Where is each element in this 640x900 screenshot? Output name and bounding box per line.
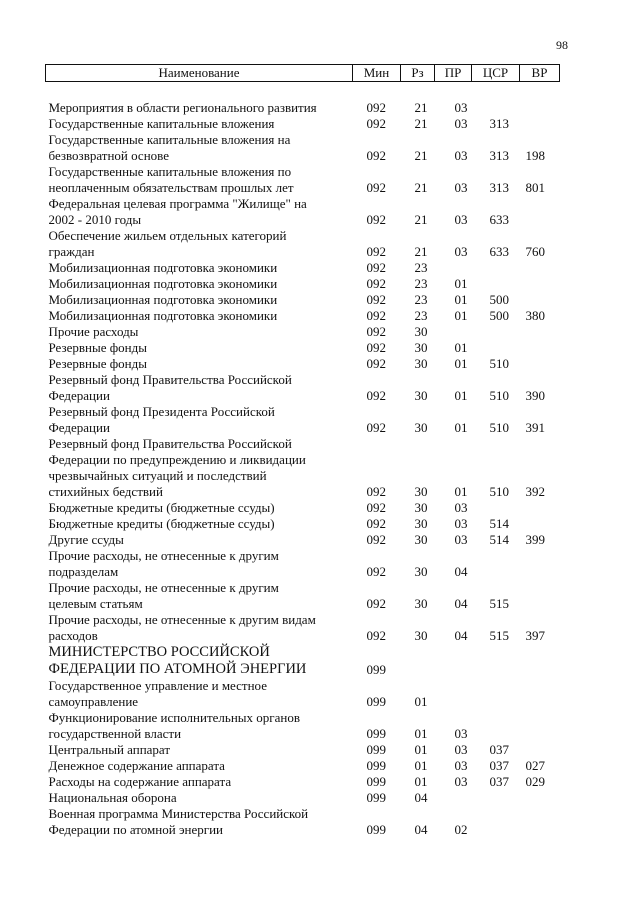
- row-vr: 801: [525, 180, 545, 195]
- row-name: Государственные капитальные вложения: [48, 116, 275, 131]
- row-rz: 30: [414, 484, 428, 499]
- row-name: Мобилизационная подготовка экономики: [48, 292, 278, 307]
- row-min: 092: [366, 100, 386, 115]
- table-row: [46, 404, 560, 436]
- table-row: [46, 678, 560, 710]
- row-pr: [435, 790, 472, 806]
- table-header-row: [46, 65, 560, 82]
- row-csr: 500: [489, 292, 509, 307]
- row-name: Мобилизационная подготовка экономики: [48, 276, 278, 291]
- table-row: [46, 324, 560, 340]
- header-vr: ВР: [520, 65, 560, 82]
- row-vr: [520, 516, 560, 532]
- row-csr: 510: [489, 484, 509, 499]
- row-vr: 397: [525, 628, 545, 643]
- row-csr: [472, 548, 520, 580]
- row-rz: 01: [414, 758, 428, 773]
- row-name: Национальная оборона: [48, 790, 177, 805]
- row-pr: 03: [454, 180, 468, 195]
- row-name: Денежное содержание аппарата: [48, 758, 225, 773]
- row-pr: 01: [454, 308, 468, 323]
- row-csr: 037: [489, 742, 509, 757]
- row-csr: 313: [489, 180, 509, 195]
- row-vr: [520, 806, 560, 838]
- table-row: [46, 580, 560, 612]
- row-rz: 30: [414, 516, 428, 531]
- row-min: 099: [366, 694, 386, 709]
- table-row: [46, 612, 560, 644]
- row-pr: 03: [454, 244, 468, 259]
- header-rz: Рз: [401, 65, 435, 82]
- row-vr: [520, 116, 560, 132]
- row-pr: 04: [454, 596, 468, 611]
- row-vr: [520, 710, 560, 742]
- row-vr: [520, 260, 560, 276]
- row-pr: 03: [454, 774, 468, 789]
- row-name: Государственные капитальные вложения на безвозвратной основе: [48, 132, 291, 163]
- row-min: 092: [366, 564, 386, 579]
- row-csr: 514: [489, 532, 509, 547]
- row-csr: [472, 790, 520, 806]
- row-vr: 198: [525, 148, 545, 163]
- row-name: Мобилизационная подготовка экономики: [48, 260, 278, 275]
- row-rz: 23: [414, 276, 428, 291]
- row-vr: [520, 276, 560, 292]
- row-rz: 01: [414, 774, 428, 789]
- table-row: [46, 292, 560, 308]
- table-row: [46, 340, 560, 356]
- row-min: 099: [366, 774, 386, 789]
- row-name: Государственные капитальные вложения по неоплаченным обязательствам прошлых лет: [48, 164, 294, 195]
- table-row: [46, 132, 560, 164]
- table-row: [46, 516, 560, 532]
- row-name: Прочие расходы, не отнесенные к другим видам расходов: [48, 612, 316, 643]
- row-pr: [435, 260, 472, 276]
- row-csr: [472, 644, 520, 678]
- row-pr: 03: [454, 742, 468, 757]
- row-csr: 037: [489, 758, 509, 773]
- row-min: 099: [366, 822, 386, 837]
- row-csr: 510: [489, 388, 509, 403]
- row-name: Федеральная целевая программа "Жилище" на 2002 - 2010 годы: [48, 196, 307, 227]
- row-rz: 30: [414, 628, 428, 643]
- table-row: [46, 164, 560, 196]
- row-name: Военная программа Министерства Российской Федерации по атомной энергии: [48, 806, 309, 837]
- row-min: 092: [366, 276, 386, 291]
- row-pr: [435, 324, 472, 340]
- row-name: Обеспечение жильем отдельных категорий граждан: [48, 228, 287, 259]
- table-row: [46, 116, 560, 132]
- row-vr: [520, 292, 560, 308]
- row-pr: 02: [454, 822, 468, 837]
- row-vr: [520, 580, 560, 612]
- row-name: МИНИСТЕРСТВО РОССИЙСКОЙ ФЕДЕРАЦИИ ПО АТОМНОЙ ЭНЕРГИИ: [48, 644, 307, 677]
- row-pr: 03: [454, 532, 468, 547]
- table-row: [46, 228, 560, 260]
- row-csr: 510: [489, 420, 509, 435]
- table-row: [46, 356, 560, 372]
- table-row: [46, 532, 560, 548]
- row-csr: 313: [489, 116, 509, 131]
- row-vr: 029: [525, 774, 545, 789]
- table-row: [46, 806, 560, 838]
- row-pr: 01: [454, 340, 468, 355]
- row-rz: 04: [414, 822, 428, 837]
- row-vr: [520, 100, 560, 116]
- row-min: 099: [366, 662, 386, 677]
- row-min: 092: [366, 340, 386, 355]
- row-rz: 23: [414, 260, 428, 275]
- row-vr: 027: [525, 758, 545, 773]
- row-name: Центральный аппарат: [48, 742, 171, 757]
- row-csr: 510: [489, 356, 509, 371]
- row-vr: 392: [525, 484, 545, 499]
- row-csr: 313: [489, 148, 509, 163]
- row-csr: [472, 260, 520, 276]
- row-name: Прочие расходы, не отнесенные к другим целевым статьям: [48, 580, 279, 611]
- page-number: 98: [556, 38, 568, 52]
- row-name: Бюджетные кредиты (бюджетные ссуды): [48, 500, 275, 515]
- row-pr: 03: [454, 116, 468, 131]
- row-min: 092: [366, 516, 386, 531]
- row-csr: [472, 276, 520, 292]
- row-vr: [520, 196, 560, 228]
- row-name: Резервный фонд Президента Российской Федерации: [48, 404, 275, 435]
- row-rz: 30: [414, 324, 428, 339]
- row-csr: 633: [489, 244, 509, 259]
- row-pr: 03: [454, 516, 468, 531]
- row-vr: 760: [525, 244, 545, 259]
- row-min: 092: [366, 420, 386, 435]
- row-name: Прочие расходы: [48, 324, 139, 339]
- row-pr: 01: [454, 388, 468, 403]
- row-vr: [520, 644, 560, 678]
- row-min: 092: [366, 148, 386, 163]
- row-pr: 04: [454, 564, 468, 579]
- row-min: 092: [366, 244, 386, 259]
- row-pr: 03: [454, 726, 468, 741]
- row-vr: 390: [525, 388, 545, 403]
- table-row: [46, 260, 560, 276]
- row-min: 099: [366, 726, 386, 741]
- row-pr: 04: [454, 628, 468, 643]
- row-min: 092: [366, 212, 386, 227]
- row-csr: [472, 678, 520, 710]
- row-pr: 01: [454, 356, 468, 371]
- row-vr: [520, 790, 560, 806]
- table-row: [46, 276, 560, 292]
- row-vr: [520, 500, 560, 516]
- row-name: Резервный фонд Правительства Российской Федерации по предупреждению и ликвидации чрезвычайных ситуаций и последствий стихийных бедствий: [48, 436, 306, 499]
- header-name: Наименование: [46, 65, 353, 82]
- row-vr: [520, 548, 560, 580]
- row-rz: 04: [414, 790, 428, 805]
- row-csr: [472, 710, 520, 742]
- row-name: Расходы на содержание аппарата: [48, 774, 232, 789]
- row-min: 092: [366, 628, 386, 643]
- table-row: [46, 774, 560, 790]
- row-rz: 21: [414, 180, 428, 195]
- row-name: Государственное управление и местное самоуправление: [48, 678, 267, 709]
- header-min: Мин: [353, 65, 401, 82]
- row-vr: 380: [525, 308, 545, 323]
- row-name: Функционирование исполнительных органов государственной власти: [48, 710, 300, 741]
- row-rz: 21: [414, 212, 428, 227]
- row-csr: 500: [489, 308, 509, 323]
- row-pr: 03: [454, 212, 468, 227]
- row-rz: 30: [414, 420, 428, 435]
- row-csr: [472, 806, 520, 838]
- row-min: 099: [366, 742, 386, 757]
- row-vr: 399: [525, 532, 545, 547]
- table-row: [46, 372, 560, 404]
- row-rz: 21: [414, 100, 428, 115]
- row-csr: 633: [489, 212, 509, 227]
- row-rz: 30: [414, 340, 428, 355]
- row-rz: 23: [414, 308, 428, 323]
- row-vr: 391: [525, 420, 545, 435]
- row-min: 092: [366, 532, 386, 547]
- table-row: [46, 790, 560, 806]
- row-name: Бюджетные кредиты (бюджетные ссуды): [48, 516, 275, 531]
- row-rz: 30: [414, 356, 428, 371]
- row-rz: 21: [414, 148, 428, 163]
- row-rz: 30: [414, 500, 428, 515]
- header-csr: ЦСР: [472, 65, 520, 82]
- row-name: Мероприятия в области регионального развития: [48, 100, 317, 115]
- row-name: Резервные фонды: [48, 340, 147, 355]
- row-rz: 21: [414, 244, 428, 259]
- table-row: [46, 308, 560, 324]
- row-min: 092: [366, 500, 386, 515]
- row-min: 092: [366, 356, 386, 371]
- row-rz: 30: [414, 596, 428, 611]
- row-csr: [472, 340, 520, 356]
- table-row: [46, 100, 560, 116]
- row-csr: 515: [489, 628, 509, 643]
- row-pr: 01: [454, 420, 468, 435]
- table-row: [46, 742, 560, 758]
- row-csr: 515: [489, 596, 509, 611]
- row-csr: 037: [489, 774, 509, 789]
- row-vr: [520, 742, 560, 758]
- row-rz: [401, 644, 435, 678]
- row-rz: 21: [414, 116, 428, 131]
- row-csr: [472, 500, 520, 516]
- row-min: 099: [366, 790, 386, 805]
- row-pr: 01: [454, 484, 468, 499]
- row-rz: 23: [414, 292, 428, 307]
- row-min: 092: [366, 484, 386, 499]
- row-pr: 03: [454, 758, 468, 773]
- row-min: 092: [366, 116, 386, 131]
- row-pr: 01: [454, 276, 468, 291]
- row-name: Резервный фонд Правительства Российской Федерации: [48, 372, 292, 403]
- row-pr: [435, 678, 472, 710]
- row-rz: 30: [414, 564, 428, 579]
- row-csr: 514: [489, 516, 509, 531]
- table-row: [46, 436, 560, 500]
- row-vr: [520, 340, 560, 356]
- spacer-row: [46, 82, 560, 101]
- row-pr: 03: [454, 100, 468, 115]
- row-rz: 30: [414, 388, 428, 403]
- table-row: [46, 548, 560, 580]
- row-vr: [520, 356, 560, 372]
- row-min: 092: [366, 292, 386, 307]
- budget-table: [45, 64, 560, 838]
- table-row: [46, 500, 560, 516]
- row-rz: 01: [414, 742, 428, 757]
- row-name: Резервные фонды: [48, 356, 147, 371]
- row-min: 092: [366, 596, 386, 611]
- row-pr: [435, 644, 472, 678]
- row-rz: 01: [414, 726, 428, 741]
- row-min: 092: [366, 388, 386, 403]
- table-row: [46, 710, 560, 742]
- row-name: Мобилизационная подготовка экономики: [48, 308, 278, 323]
- row-min: 099: [366, 758, 386, 773]
- row-name: Другие ссуды: [48, 532, 124, 547]
- row-rz: 30: [414, 532, 428, 547]
- row-pr: 01: [454, 292, 468, 307]
- row-csr: [472, 324, 520, 340]
- table-row: [46, 196, 560, 228]
- row-name: Прочие расходы, не отнесенные к другим подразделам: [48, 548, 279, 579]
- row-vr: [520, 324, 560, 340]
- table-row: [46, 644, 560, 678]
- row-vr: [520, 678, 560, 710]
- row-pr: 03: [454, 500, 468, 515]
- header-pr: ПР: [435, 65, 472, 82]
- row-rz: 01: [414, 694, 428, 709]
- row-min: 092: [366, 324, 386, 339]
- row-min: 092: [366, 308, 386, 323]
- row-min: 092: [366, 260, 386, 275]
- row-csr: [472, 100, 520, 116]
- row-pr: 03: [454, 148, 468, 163]
- row-min: 092: [366, 180, 386, 195]
- table-row: [46, 758, 560, 774]
